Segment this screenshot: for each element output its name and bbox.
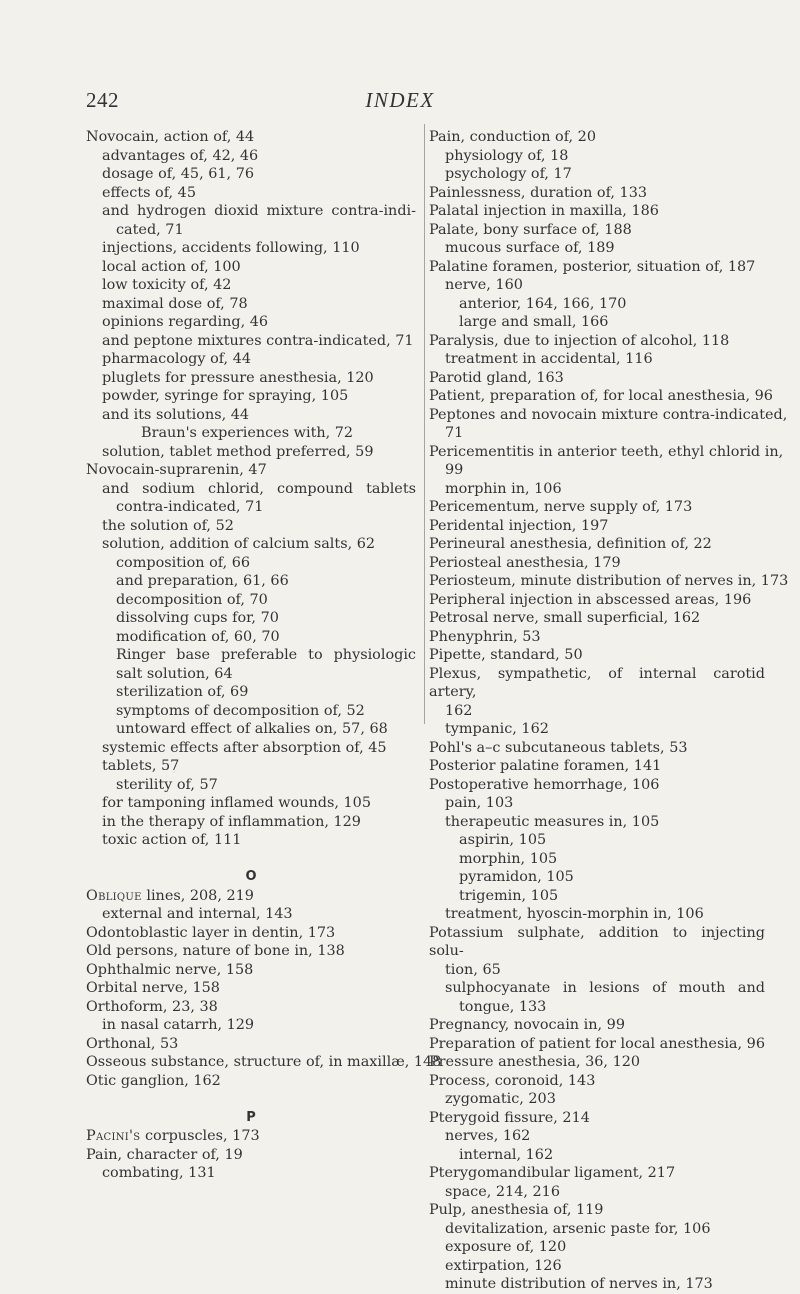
index-subentry: 71	[445, 425, 464, 441]
index-entry: Peptones and novocain mixture contra-indicated,	[429, 406, 788, 423]
index-subentry: extirpation, 126	[445, 1257, 562, 1274]
entry-heading: Oblique	[86, 887, 142, 904]
index-subentry: dosage of, 45, 61, 76	[102, 166, 255, 182]
index-subentry: pluglets for pressure anesthesia, 120	[102, 369, 374, 386]
index-entry: Plexus, sympathetic, of internal carotid artery,	[429, 665, 765, 700]
index-subentry: external and internal, 143	[102, 906, 293, 922]
index-subentry: pharmacology of, 44	[102, 351, 252, 367]
index-subentry: symptoms of decomposition of, 52	[116, 702, 365, 719]
index-subentry: treatment in accidental, 116	[445, 351, 653, 367]
index-entry: Postoperative hemorrhage, 106	[429, 776, 660, 793]
index-subentry: the solution of, 52	[102, 517, 234, 534]
index-subentry: powder, syringe for spraying, 105	[102, 388, 349, 404]
index-subentry: tablets, 57	[102, 758, 180, 774]
index-subentry: nerve, 160	[445, 277, 523, 293]
index-subentry: devitalization, arsenic paste for, 106	[445, 1220, 711, 1237]
index-subentry: sulphocyanate in lesions of mouth and	[445, 980, 765, 996]
index-subentry: contra-indicated, 71	[116, 499, 264, 515]
index-subentry: tion, 65	[445, 961, 501, 978]
index-entry: Pipette, standard, 50	[429, 647, 583, 663]
index-entry: Petrosal nerve, small superficial, 162	[429, 610, 701, 626]
index-subentry: 162	[445, 702, 473, 719]
index-subentry: large and small, 166	[459, 314, 609, 330]
index-subentry: zygomatic, 203	[445, 1091, 556, 1107]
index-entry: Palatine foramen, posterior, situation of, 187	[429, 258, 756, 275]
index-entry: Pterygomandibular ligament, 217	[429, 1165, 676, 1181]
index-subentry: and preparation, 61, 66	[116, 573, 289, 589]
index-entry: Orthonal, 53	[86, 1035, 179, 1052]
index-entry: Pregnancy, novocain in, 99	[429, 1017, 625, 1033]
index-subentry: pyramidon, 105	[459, 869, 574, 885]
index-column-right	[429, 128, 789, 1294]
index-subentry: tongue, 133	[459, 998, 547, 1015]
index-subentry: toxic action of, 111	[102, 832, 242, 848]
index-entry: Oblique lines, 208, 219	[86, 887, 254, 904]
index-subentry: and peptone mixtures contra-indicated, 71	[102, 332, 414, 349]
index-entry: Perineural anesthesia, definition of, 22	[429, 536, 712, 552]
index-entry: Novocain, action of, 44	[86, 129, 255, 145]
index-entry: Ophthalmic nerve, 158	[86, 961, 254, 978]
index-entry: Process, coronoid, 143	[429, 1072, 596, 1089]
index-entry: Osseous substance, structure of, in maxillæ, 148	[86, 1054, 442, 1070]
page-number: 242	[86, 88, 119, 112]
index-subentry: nerves, 162	[445, 1128, 531, 1144]
index-subentry: tympanic, 162	[445, 721, 549, 737]
index-subentry: solution, addition of calcium salts, 62	[102, 536, 376, 552]
entry-heading: Pacini's	[86, 1128, 141, 1144]
index-entry: Potassium sulphate, addition to injecting solu-	[429, 924, 765, 959]
index-entry: Odontoblastic layer in dentin, 173	[86, 924, 336, 941]
index-subentry: untoward effect of alkalies on, 57, 68	[116, 721, 388, 737]
index-subentry: opinions regarding, 46	[102, 314, 269, 330]
index-subentry: anterior, 164, 166, 170	[459, 295, 627, 312]
index-subentry: Ringer base preferable to physiologic	[116, 647, 416, 663]
index-subentry: low toxicity of, 42	[102, 277, 232, 293]
spacer	[86, 850, 416, 869]
index-entry: Palate, bony surface of, 188	[429, 221, 632, 238]
running-header	[0, 88, 800, 116]
index-subentry: composition of, 66	[116, 554, 251, 571]
index-subentry: internal, 162	[459, 1146, 554, 1163]
index-subentry: 99	[445, 462, 464, 478]
index-subentry: and sodium chlorid, compound tablets	[102, 480, 416, 497]
index-subentry: decomposition of, 70	[116, 591, 268, 608]
index-entry: Pacini's corpuscles, 173	[86, 1128, 260, 1144]
index-subentry: trigemin, 105	[459, 887, 559, 904]
index-subentry: salt solution, 64	[116, 665, 233, 682]
index-subentry: and its solutions, 44	[102, 406, 250, 423]
index-subentry: psychology of, 17	[445, 166, 572, 182]
index-subentry: maximal dose of, 78	[102, 295, 248, 312]
index-entry: Phenyphrin, 53	[429, 628, 541, 645]
index-subentry: Braun's experiences with, 72	[141, 425, 354, 441]
index-subentry: morphin, 105	[459, 850, 558, 867]
section-letter: P	[246, 1109, 256, 1125]
index-entry: Orbital nerve, 158	[86, 980, 220, 996]
index-subentry: physiology of, 18	[445, 147, 569, 164]
index-subentry: space, 214, 216	[445, 1183, 560, 1200]
index-subentry: dissolving cups for, 70	[116, 610, 279, 626]
index-subentry: therapeutic measures in, 105	[445, 813, 660, 830]
index-subentry: solution, tablet method preferred, 59	[102, 443, 374, 460]
index-subentry: pain, 103	[445, 795, 514, 811]
index-subentry: sterilization of, 69	[116, 684, 249, 700]
index-subentry: minute distribution of nerves in, 173	[445, 1276, 713, 1292]
index-entry: Novocain-suprarenin, 47	[86, 462, 267, 478]
index-subentry: effects of, 45	[102, 184, 196, 201]
index-entry: Old persons, nature of bone in, 138	[86, 943, 345, 959]
index-subentry: and hydrogen dioxid mixture contra-indi-	[102, 203, 416, 219]
index-entry: Pressure anesthesia, 36, 120	[429, 1054, 641, 1070]
index-entry: Otic ganglion, 162	[86, 1072, 221, 1089]
index-entry: Periosteum, minute distribution of nerves in, 173	[429, 573, 789, 589]
index-subentry: systemic effects after absorption of, 45	[102, 739, 387, 756]
index-entry: Peripheral injection in abscessed areas, 196	[429, 591, 752, 608]
spacer	[86, 1090, 416, 1109]
index-subentry: modification of, 60, 70	[116, 628, 280, 645]
index-entry: Pain, character of, 19	[86, 1146, 243, 1163]
index-subentry: for tamponing inflamed wounds, 105	[102, 795, 371, 811]
index-subentry: cated, 71	[116, 221, 184, 238]
index-entry: Pericementum, nerve supply of, 173	[429, 499, 693, 515]
index-subentry: injections, accidents following, 110	[102, 240, 360, 256]
index-entry: Pohl's a–c subcutaneous tablets, 53	[429, 739, 688, 756]
index-subentry: local action of, 100	[102, 258, 241, 275]
index-entry: Orthoform, 23, 38	[86, 998, 218, 1015]
index-entry: Posterior palatine foramen, 141	[429, 758, 662, 774]
index-subentry: aspirin, 105	[459, 832, 547, 848]
index-entry: Pterygoid fissure, 214	[429, 1109, 590, 1126]
index-entry: Patient, preparation of, for local anesthesia, 96	[429, 388, 773, 404]
index-entry: Painlessness, duration of, 133	[429, 184, 648, 201]
index-entry: Palatal injection in maxilla, 186	[429, 203, 659, 219]
section-letter: O	[245, 869, 257, 884]
index-subentry: in nasal catarrh, 129	[102, 1017, 255, 1033]
column-divider	[424, 124, 425, 724]
index-column-left	[86, 128, 442, 1183]
index-entry: Pain, conduction of, 20	[429, 129, 596, 145]
index-entry: Preparation of patient for local anesthesia, 96	[429, 1035, 765, 1052]
index-subentry: advantages of, 42, 46	[102, 147, 259, 164]
index-entry: Parotid gland, 163	[429, 369, 564, 386]
index-entry: Paralysis, due to injection of alcohol, 118	[429, 332, 730, 349]
page-title: INDEX	[365, 88, 435, 112]
index-subentry: morphin in, 106	[445, 480, 562, 497]
index-entry: Peridental injection, 197	[429, 517, 609, 534]
index-subentry: sterility of, 57	[116, 776, 218, 793]
index-subentry: combating, 131	[102, 1165, 216, 1181]
index-subentry: exposure of, 120	[445, 1239, 567, 1255]
index-entry: Periosteal anesthesia, 179	[429, 554, 621, 571]
index-subentry: in the therapy of inflammation, 129	[102, 813, 361, 830]
index-entry: Pulp, anesthesia of, 119	[429, 1202, 604, 1218]
index-subentry: treatment, hyoscin-morphin in, 106	[445, 906, 704, 922]
index-entry: Pericementitis in anterior teeth, ethyl chlorid in,	[429, 443, 784, 460]
index-subentry: mucous surface of, 189	[445, 240, 615, 256]
